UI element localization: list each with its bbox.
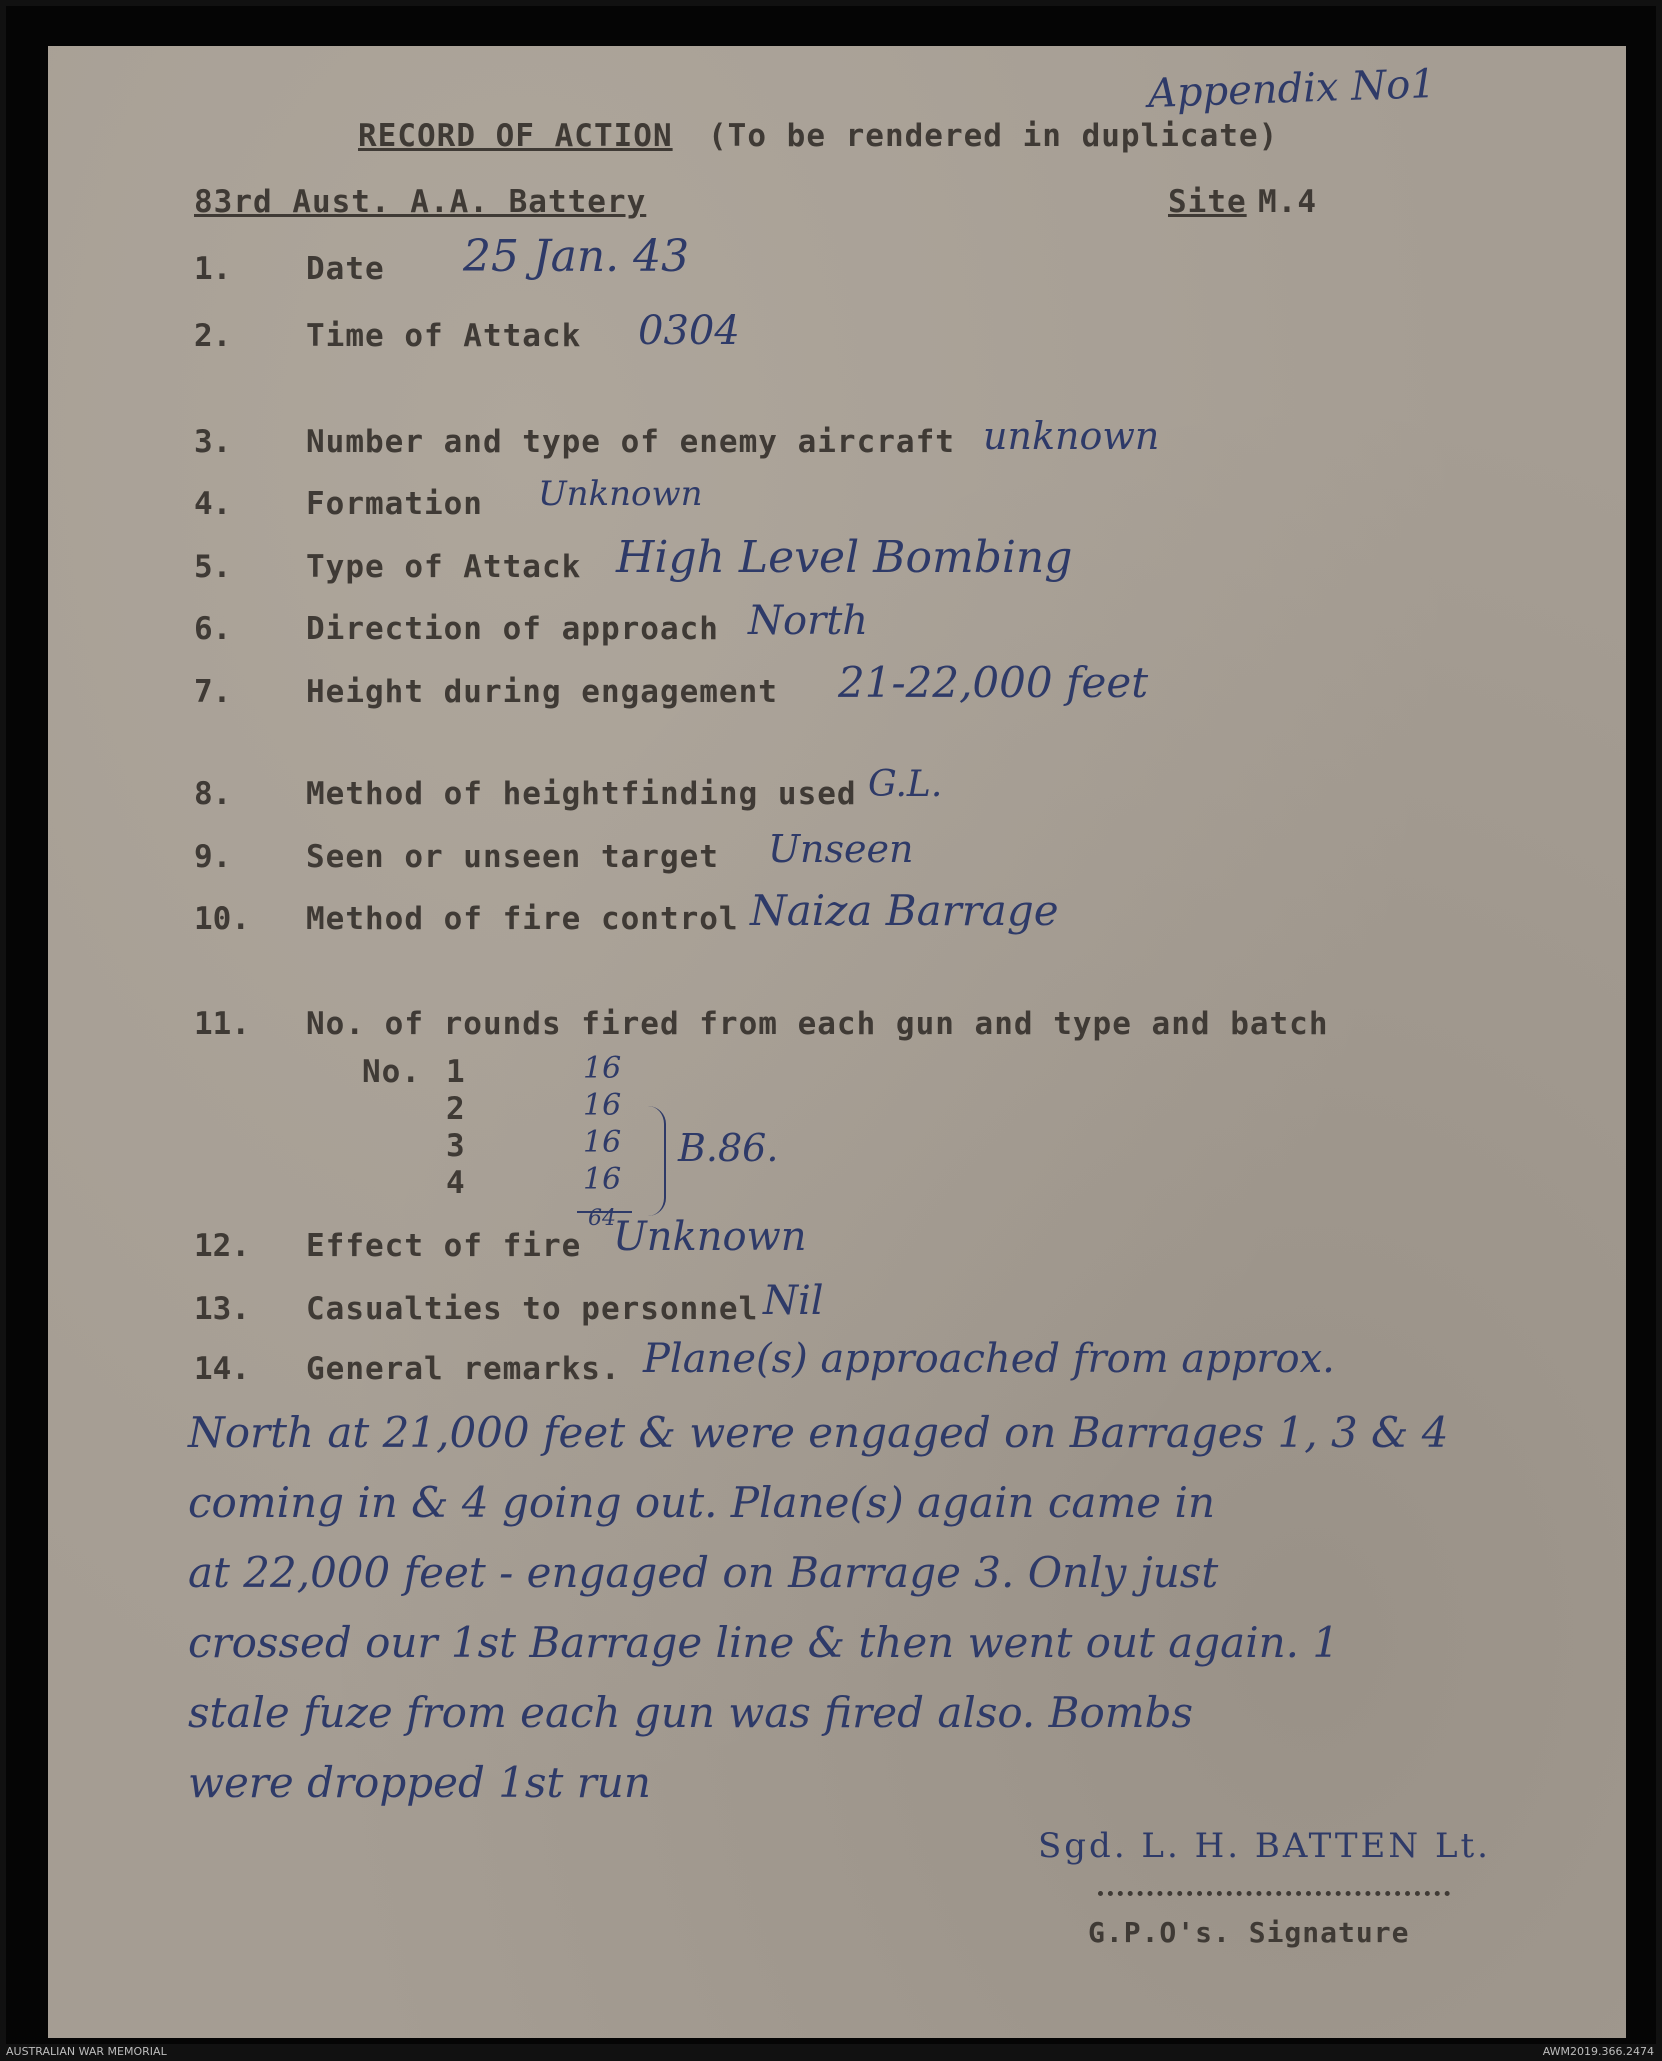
item-value: Naiza Barrage — [750, 886, 1059, 935]
remarks-line: coming in & 4 going out. Plane(s) again came in — [188, 1478, 1215, 1527]
rounds-count: 16 — [583, 1125, 622, 1160]
item-number: 7. — [194, 674, 232, 710]
item-value: 25 Jan. 43 — [463, 231, 690, 282]
rounds-total: 64 — [588, 1206, 616, 1231]
item-number: 9. — [194, 839, 232, 875]
item-label: Method of heightfinding used — [306, 776, 857, 812]
item-label: Method of fire control — [306, 901, 739, 937]
remarks-line: stale fuze from each gun was fired also. Bombs — [188, 1688, 1194, 1737]
rounds-brace — [648, 1106, 666, 1216]
item-label: General remarks. — [306, 1351, 621, 1387]
item-label: Date — [306, 251, 385, 287]
rounds-count: 16 — [583, 1051, 622, 1086]
item-number: 2. — [194, 318, 232, 354]
item-label: Time of Attack — [306, 318, 582, 354]
item-number: 13. — [194, 1291, 250, 1327]
rounds-gun-number: 4 — [446, 1165, 466, 1201]
item-number: 8. — [194, 776, 232, 812]
appendix-note: Appendix No1 — [1147, 60, 1437, 118]
signature-label: G.P.O's. Signature — [1088, 1916, 1410, 1949]
item-value: Unseen — [768, 827, 914, 871]
item-number: 1. — [194, 251, 232, 287]
document-page — [48, 46, 1626, 2038]
item-value: Unknown — [538, 474, 703, 514]
item-number: 4. — [194, 486, 232, 522]
rounds-gun-number: 2 — [446, 1091, 466, 1127]
item-value: Plane(s) approached from approx. — [643, 1336, 1335, 1382]
item-number: 12. — [194, 1228, 250, 1264]
item-label: Casualties to personnel — [306, 1291, 759, 1327]
item-value: North — [748, 598, 869, 644]
item-value: 0304 — [638, 308, 740, 354]
item-label: Height during engagement — [306, 674, 778, 710]
item-value: 21-22,000 feet — [838, 658, 1149, 707]
rounds-gun-number: 3 — [446, 1128, 466, 1164]
item-label: Formation — [306, 486, 483, 522]
item-number: 14. — [194, 1351, 250, 1387]
battery-name: 83rd Aust. A.A. Battery — [194, 184, 647, 220]
rounds-no-label: No. — [362, 1054, 421, 1090]
item-label: No. of rounds fired from each gun and type and batch — [306, 1006, 1329, 1042]
item-value: G.L. — [868, 764, 943, 805]
item-label: Effect of fire — [306, 1228, 582, 1264]
site-label: Site — [1168, 184, 1247, 220]
item-label: Direction of approach — [306, 611, 719, 647]
item-value: Nil — [763, 1278, 824, 1324]
item-value: unknown — [983, 414, 1160, 458]
footer-institution: AUSTRALIAN WAR MEMORIAL — [6, 2045, 167, 2058]
rounds-batch: B.86. — [678, 1126, 779, 1170]
site-value: M.4 — [1258, 184, 1317, 220]
item-number: 11. — [194, 1006, 250, 1042]
item-number: 5. — [194, 549, 232, 585]
remarks-line: North at 21,000 feet & were engaged on Barrages 1, 3 & 4 — [188, 1408, 1449, 1457]
item-number: 10. — [194, 901, 250, 937]
item-label: Seen or unseen target — [306, 839, 719, 875]
item-label: Type of Attack — [306, 549, 582, 585]
rounds-count: 16 — [583, 1162, 622, 1197]
form-title: RECORD OF ACTION — [358, 118, 673, 154]
remarks-line: crossed our 1st Barrage line & then went out again. 1 — [188, 1618, 1340, 1667]
signature-name: Sgd. L. H. BATTEN Lt. — [1038, 1826, 1491, 1866]
remarks-line: were dropped 1st run — [188, 1758, 651, 1807]
form-title-note: (To be rendered in duplicate) — [708, 118, 1279, 154]
footer-accession-id: AWM2019.366.2474 — [1542, 2045, 1654, 2058]
item-value: Unknown — [613, 1214, 807, 1260]
item-value: High Level Bombing — [616, 532, 1073, 583]
item-number: 6. — [194, 611, 232, 647]
document-frame — [6, 6, 1656, 2044]
item-label: Number and type of enemy aircraft — [306, 424, 955, 460]
signature-line — [1098, 1891, 1450, 1896]
rounds-count: 16 — [583, 1088, 622, 1123]
remarks-line: at 22,000 feet - engaged on Barrage 3. Only just — [188, 1548, 1219, 1597]
item-number: 3. — [194, 424, 232, 460]
rounds-gun-number: 1 — [446, 1054, 466, 1090]
